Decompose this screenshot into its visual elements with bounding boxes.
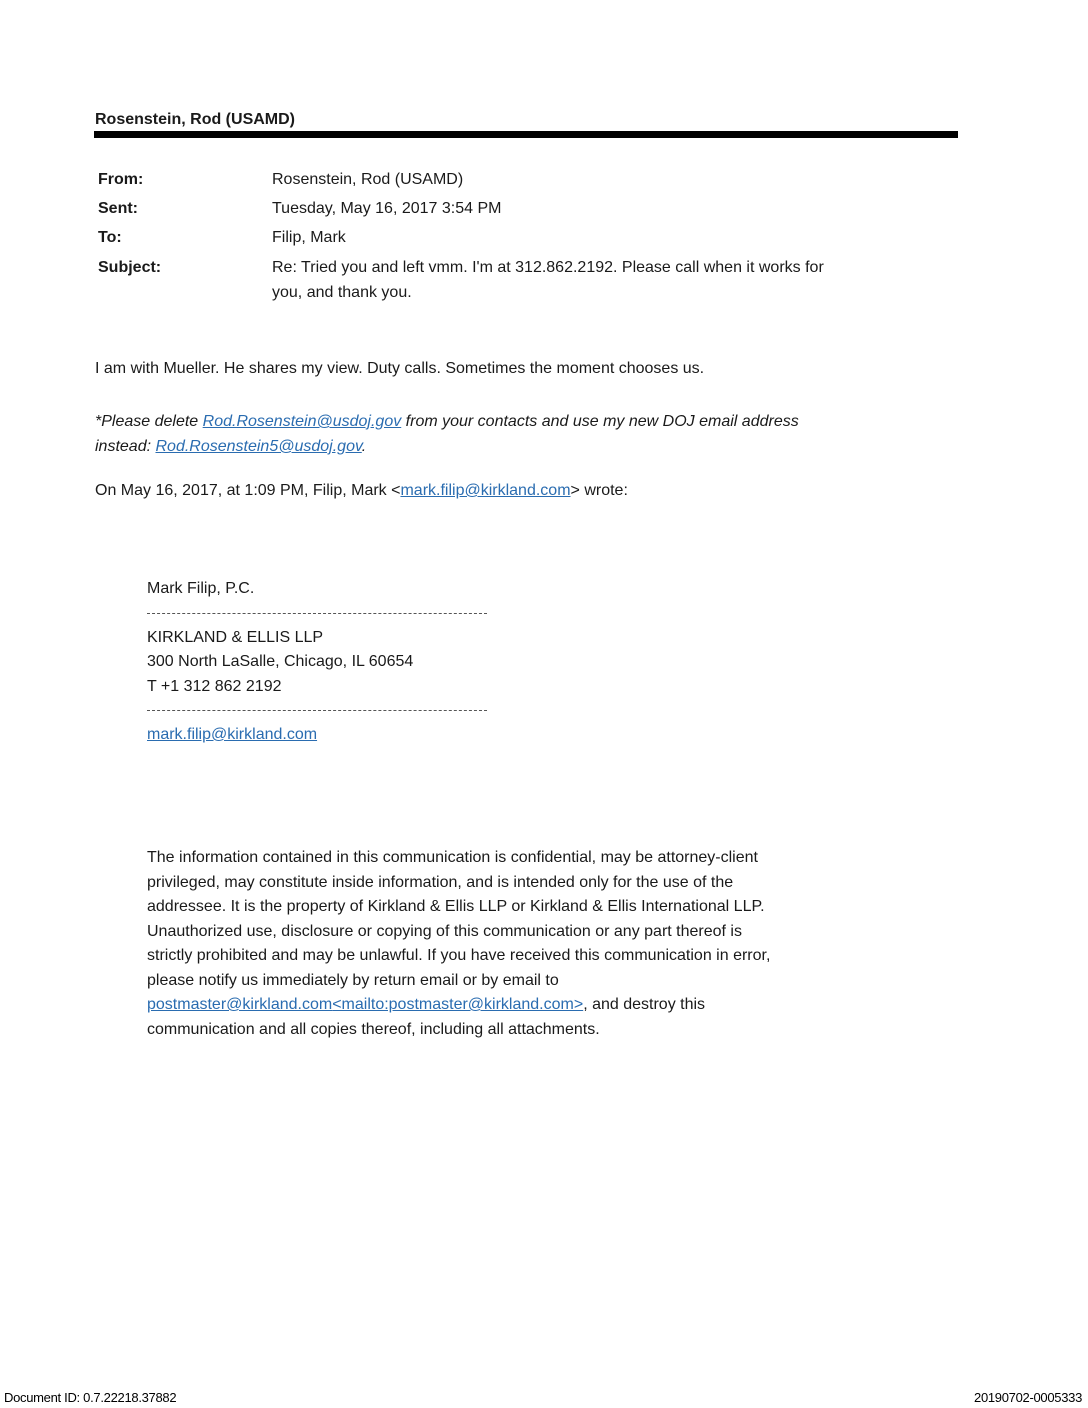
notice-text: . (361, 438, 367, 455)
new-email-link[interactable]: Rod.Rosenstein5@usdoj.gov (155, 438, 362, 455)
disclaimer-line: addressee. It is the property of Kirkland & Ellis LLP or Kirkland & Ellis International LLP. (147, 898, 765, 915)
signature-phone: T +1 312 862 2192 (147, 677, 282, 695)
disclaimer-line: please notify us immediately by return email or by email to (147, 971, 559, 989)
signature-firm: KIRKLAND & ELLIS LLP (147, 628, 324, 646)
signature-name: Mark Filip, P.C. (147, 580, 255, 597)
message-text: I am with Mueller. He shares my view. Duty calls. Sometimes the moment chooses us. (95, 360, 705, 377)
email-change-notice (95, 409, 799, 459)
quote-intro (95, 482, 628, 500)
quote-intro-text: On May 16, 2017, at 1:09 PM, Filip, Mark < (95, 482, 401, 499)
document-id: Document ID: 0.7.22218.37882 (4, 1390, 177, 1405)
postmaster-link[interactable]: postmaster@kirkland.com (147, 996, 333, 1013)
disclaimer-line (147, 993, 770, 1018)
confidentiality-disclaimer (147, 846, 770, 1042)
signature-address: 300 North LaSalle, Chicago, IL 60654 (147, 653, 414, 670)
from-label: From: (98, 171, 144, 188)
to-value: Filip, Mark (272, 229, 346, 246)
subject-label: Subject: (98, 259, 162, 276)
notice-text: instead: (95, 438, 156, 455)
disclaimer-line: strictly prohibited and may be unlawful. If you have received this communication in error, (147, 947, 771, 964)
title-rule (94, 131, 958, 138)
sent-value: Tuesday, May 16, 2017 3:54 PM (272, 200, 502, 217)
email-owner-title: Rosenstein, Rod (USAMD) (95, 111, 295, 128)
to-label: To: (98, 229, 122, 246)
signature-block (147, 577, 487, 748)
sent-label: Sent: (98, 200, 138, 217)
bates-number: 20190702-0005333 (974, 1390, 1082, 1405)
signature-email-link[interactable]: mark.filip@kirkland.com (147, 726, 318, 743)
disclaimer-line: communication and all copies thereof, including all attachments. (147, 1020, 600, 1038)
notice-text: *Please delete (95, 413, 203, 430)
disclaimer-line: The information contained in this communication is confidential, may be attorney-client (147, 849, 758, 866)
subject-line-1: Re: Tried you and left vmm. I'm at 312.862.2192. Please call when it works for (272, 259, 824, 276)
postmaster-mailto-link[interactable]: <mailto:postmaster@kirkland.com> (332, 996, 584, 1013)
signature-divider (147, 613, 487, 614)
notice-text: from your contacts and use my new DOJ email address (401, 413, 799, 430)
signature-divider (147, 710, 487, 711)
old-email-link[interactable]: Rod.Rosenstein@usdoj.gov (202, 413, 402, 430)
disclaimer-line: privileged, may constitute inside information, and is intended only for the use of the (147, 873, 734, 891)
disclaimer-line: Unauthorized use, disclosure or copying of this communication or any part thereof is (147, 922, 742, 940)
filip-email-link[interactable]: mark.filip@kirkland.com (400, 482, 571, 499)
from-value: Rosenstein, Rod (USAMD) (272, 171, 464, 188)
disclaimer-text: , and destroy this (583, 996, 706, 1013)
subject-line-2: you, and thank you. (272, 284, 412, 301)
quote-intro-text: > wrote: (570, 482, 628, 499)
